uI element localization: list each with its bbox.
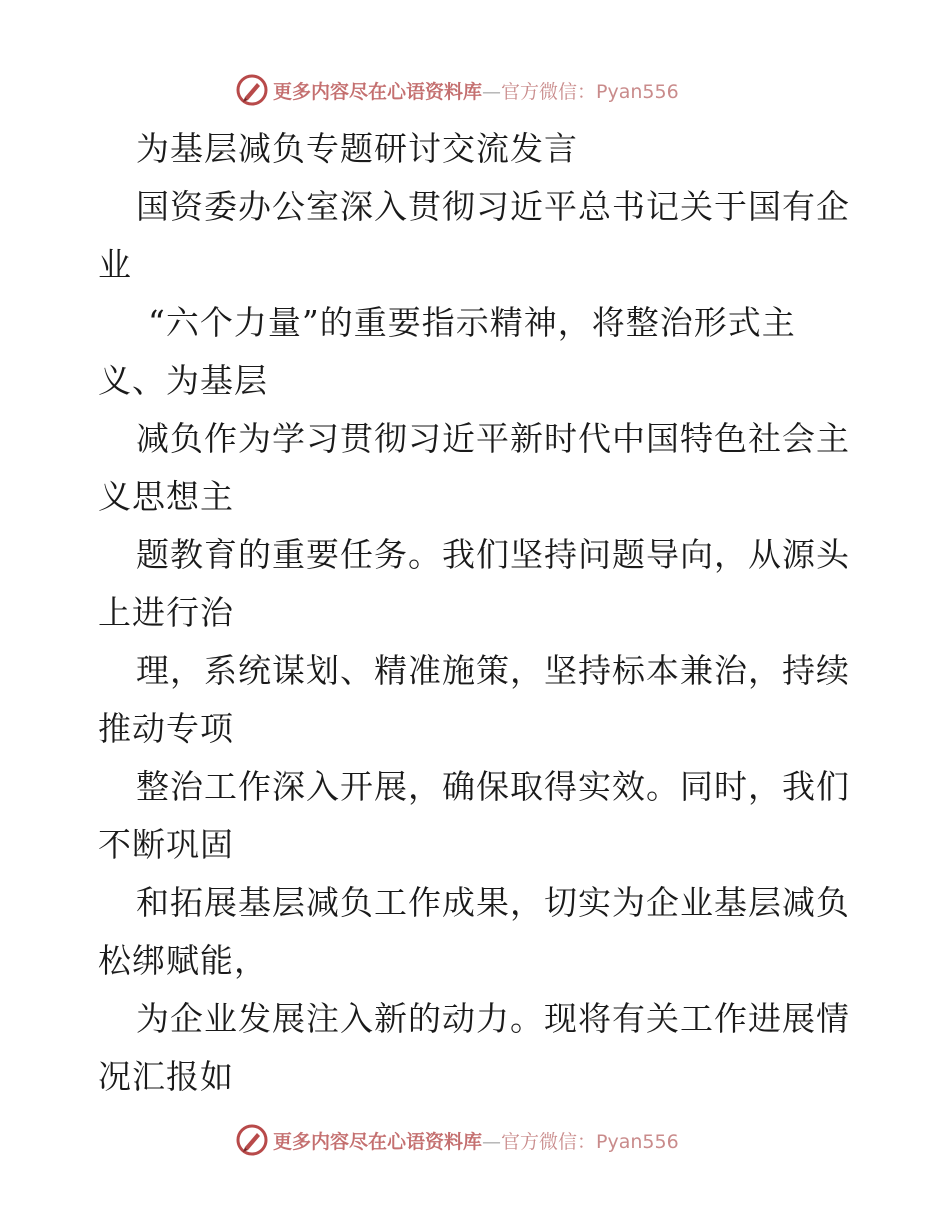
- watermark-wechat-id: Pyan556: [596, 80, 679, 103]
- text-line: 整治工作深入开展，确保取得实效。同时，我们: [136, 767, 850, 806]
- text-line: 况汇报如: [98, 1057, 234, 1096]
- text-line: 义思想主: [98, 477, 234, 516]
- watermark-separator: —: [482, 1130, 502, 1153]
- text-line: 推动专项: [98, 709, 234, 748]
- text-line: “六个力量”的重要指示精神，将整治形式主: [148, 303, 796, 342]
- text-line: 题教育的重要任务。我们坚持问题导向，从源头: [136, 535, 850, 574]
- document-body: [98, 120, 858, 1106]
- text-line: 义、为基层: [98, 361, 268, 400]
- document-title: 为基层减负专题研讨交流发言: [136, 129, 578, 168]
- text-line: 松绑赋能，: [98, 941, 268, 980]
- text-line: 和拓展基层减负工作成果，切实为企业基层减负: [136, 883, 850, 922]
- watermark-site-text: 更多内容尽在心语资料库: [273, 1130, 483, 1153]
- text-line: 为企业发展注入新的动力。现将有关工作进展情: [136, 999, 850, 1038]
- pen-logo-icon: [235, 1123, 269, 1157]
- text-line: 理，系统谋划、精准施策，坚持标本兼治，持续: [136, 651, 850, 690]
- watermark-site-text: 更多内容尽在心语资料库: [273, 80, 483, 103]
- text-line: 业: [98, 245, 132, 284]
- text-line: 不断巩固: [98, 825, 234, 864]
- watermark-wechat-id: Pyan556: [596, 1130, 679, 1153]
- header-watermark: [235, 72, 715, 108]
- watermark-wechat-label: 官方微信：: [501, 1130, 597, 1153]
- watermark-separator: —: [482, 80, 502, 103]
- pen-logo-icon: [235, 73, 269, 107]
- text-line: 上进行治: [98, 593, 234, 632]
- footer-watermark: [235, 1122, 715, 1158]
- text-line: 国资委办公室深入贯彻习近平总书记关于国有企: [136, 187, 850, 226]
- watermark-wechat-label: 官方微信：: [501, 80, 597, 103]
- watermark-text: [273, 1127, 679, 1154]
- watermark-text: [273, 77, 679, 104]
- text-line: 减负作为学习贯彻习近平新时代中国特色社会主: [136, 419, 850, 458]
